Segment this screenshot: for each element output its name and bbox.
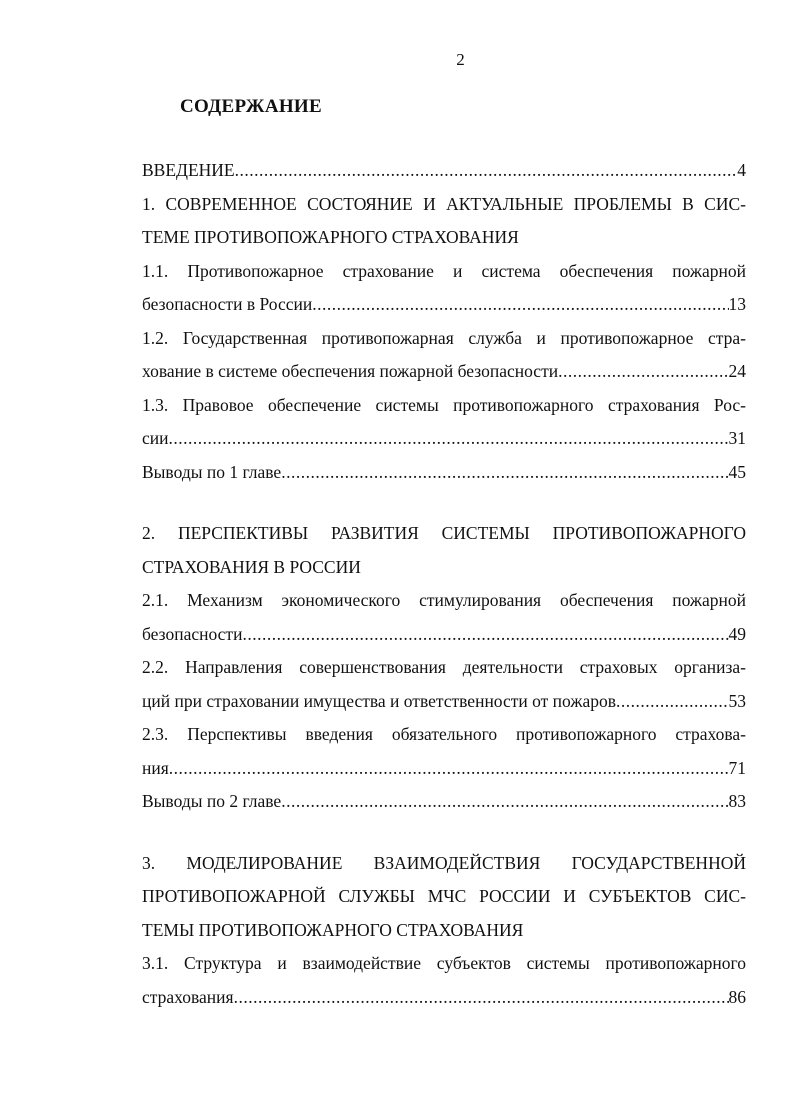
table-of-contents [142,154,746,1014]
toc-entry-text: ций при страховании имущества и ответственности от пожаров [142,690,616,711]
toc-entry-page: 71 [728,757,746,778]
toc-entry-text: ВВЕДЕНИЕ [142,160,235,180]
toc-entry-3-1-line-1[interactable]: 3.1. Структура и взаимодействие субъектов системы противопожарного [142,953,746,973]
toc-entry-text: страхования [142,986,234,1007]
dot-leader [169,422,729,456]
dot-leader [616,685,729,719]
chapter-1-title-line-1[interactable]: 1. СОВРЕМЕННОЕ СОСТОЯНИЕ И АКТУАЛЬНЫЕ ПРОБЛЕМЫ В СИС- [142,193,746,214]
toc-entry-intro[interactable] [142,154,746,188]
dot-leader [235,154,738,188]
toc-entry-1-1[interactable] [142,288,746,322]
toc-entry-text: хование в системе обеспечения пожарной безопасности [142,361,559,381]
toc-entry-1-2[interactable] [142,355,746,389]
chapter-spacer [142,489,746,517]
toc-entry-2-1[interactable] [142,618,746,652]
dot-leader [234,981,729,1015]
dot-leader [312,288,728,322]
toc-entry-conclusion-1[interactable] [142,456,746,490]
toc-entry-text: Выводы по 1 главе [142,461,282,482]
toc-entry-text: Выводы по 2 главе [142,791,282,811]
toc-entry-2-2[interactable] [142,685,746,719]
dot-leader [169,752,729,786]
toc-entry-page: 4 [737,160,746,180]
toc-entry-1-1-line-1[interactable]: 1.1. Противопожарное страхование и система обеспечения пожарной [142,260,746,281]
dot-leader [281,785,728,819]
toc-entry-2-2-line-1[interactable]: 2.2. Направления совершенствования деятельности страховых организа- [142,657,746,677]
toc-entry-page: 13 [728,294,746,314]
toc-entry-3-1[interactable] [142,981,746,1015]
toc-entry-page: 45 [728,461,746,482]
toc-entry-conclusion-2[interactable] [142,785,746,819]
toc-entry-2-1-line-1[interactable]: 2.1. Механизм экономического стимулирования обеспечения пожарной [142,590,746,610]
toc-entry-1-3-line-1[interactable]: 1.3. Правовое обеспечение системы противопожарного страхования Рос- [142,394,746,415]
toc-entry-page: 49 [728,623,746,644]
chapter-2-title-line-2[interactable]: СТРАХОВАНИЯ В РОССИИ [142,556,361,577]
page-number: 2 [456,50,465,69]
toc-entry-text: безопасности [142,623,243,644]
toc-entry-text: безопасности в России [142,294,313,314]
toc-entry-text: сии [142,428,169,448]
dot-leader [558,355,728,389]
chapter-2-title-line-1[interactable]: 2. ПЕРСПЕКТИВЫ РАЗВИТИЯ СИСТЕМЫ ПРОТИВОПОЖАРНОГО [142,523,746,543]
toc-entry-page: 83 [728,791,746,811]
toc-entry-2-3-line-1[interactable]: 2.3. Перспективы введения обязательного противопожарного страхова- [142,724,746,744]
page-title: СОДЕРЖАНИЕ [180,96,322,117]
toc-entry-2-3[interactable] [142,752,746,786]
chapter-3-title-line-3[interactable]: ТЕМЫ ПРОТИВОПОЖАРНОГО СТРАХОВАНИЯ [142,919,524,940]
toc-entry-page: 31 [728,428,746,448]
toc-entry-page: 24 [728,361,746,381]
chapter-3-title-line-2[interactable]: ПРОТИВОПОЖАРНОЙ СЛУЖБЫ МЧС РОССИИ И СУБЪЕКТОВ СИС- [142,886,746,906]
toc-entry-text: ния [142,757,169,778]
chapter-1-title-line-2[interactable]: ТЕМЕ ПРОТИВОПОЖАРНОГО СТРАХОВАНИЯ [142,227,519,247]
dot-leader [281,456,728,490]
toc-entry-1-3[interactable] [142,422,746,456]
chapter-3-title-line-1[interactable]: 3. МОДЕЛИРОВАНИЕ ВЗАИМОДЕЙСТВИЯ ГОСУДАРСТВЕННОЙ [142,852,746,873]
chapter-spacer [142,819,746,847]
dot-leader [242,618,728,652]
toc-entry-1-2-line-1[interactable]: 1.2. Государственная противопожарная служба и противопожарное стра- [142,327,746,348]
toc-entry-page: 53 [728,690,746,711]
toc-entry-page: 86 [728,986,746,1007]
